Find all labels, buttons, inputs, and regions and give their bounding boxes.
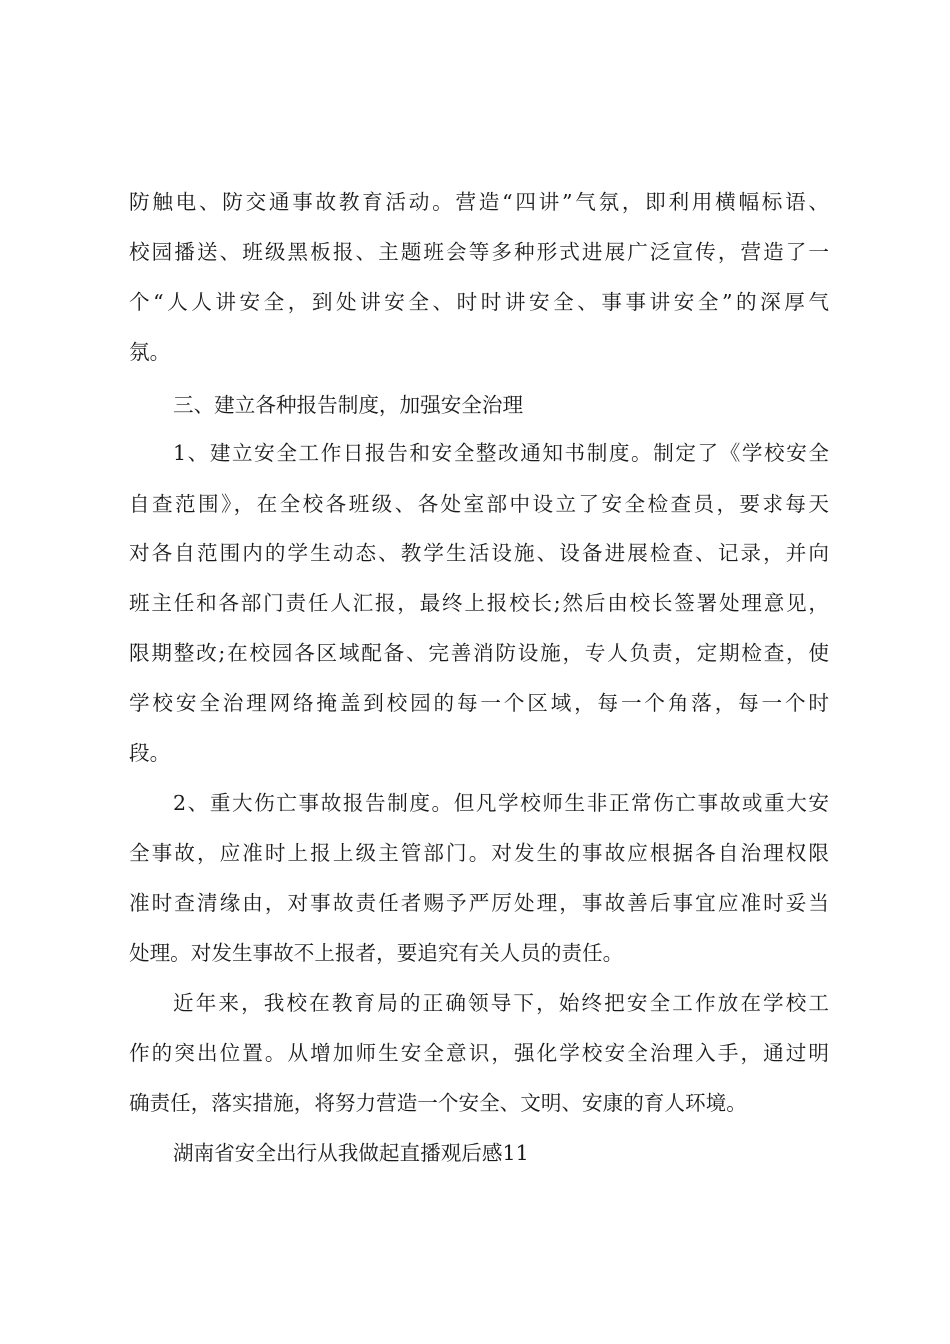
text-line: 对各自范围内的学生动态、教学生活设施、设备进展检查、记录，并向 xyxy=(129,541,829,565)
text-line: 处理。对发生事故不上报者，要追究有关人员的责任。 xyxy=(129,941,624,965)
text-line: 2、重大伤亡事故报告制度。但凡学校师生非正常伤亡事故或重大安 xyxy=(173,791,829,815)
text-line: 校园播送、班级黑板报、主题班会等多种形式进展广泛宣传，营造了一 xyxy=(129,240,829,264)
text-line: 限期整改;在校园各区域配备、完善消防设施，专人负责，定期检查，使 xyxy=(129,641,829,665)
text-line: 全事故，应准时上报上级主管部门。对发生的事故应根据各自治理权限 xyxy=(129,841,829,865)
text-line: 确责任，落实措施，将努力营造一个安全、文明、安康的育人环境。 xyxy=(129,1091,747,1115)
text-line: 自查范围》，在全校各班级、各处室部中设立了安全检查员，要求每天 xyxy=(129,492,829,516)
text-line: 作的突出位置。从增加师生安全意识，强化学校安全治理入手，通过明 xyxy=(129,1041,829,1065)
section-heading: 三、建立各种报告制度，加强安全治理 xyxy=(173,393,524,417)
document-title-line: 湖南省安全出行从我做起直播观后感11 xyxy=(173,1141,529,1165)
text-line: 个“人人讲安全，到处讲安全、时时讲安全、事事讲安全”的深厚气 xyxy=(129,290,829,314)
text-line: 班主任和各部门责任人汇报，最终上报校长;然后由校长签署处理意见， xyxy=(129,591,829,615)
text-line: 学校安全治理网络掩盖到校园的每一个区域，每一个角落，每一个时 xyxy=(129,691,829,715)
text-line: 近年来，我校在教育局的正确领导下，始终把安全工作放在学校工 xyxy=(173,991,829,1015)
text-line: 1、建立安全工作日报告和安全整改通知书制度。制定了《学校安全 xyxy=(173,441,829,465)
text-line: 氛。 xyxy=(129,340,171,364)
text-line: 防触电、防交通事故教育活动。营造“四讲”气氛，即利用横幅标语、 xyxy=(129,190,829,214)
text-line: 准时查清缘由，对事故责任者赐予严厉处理，事故善后事宜应准时妥当 xyxy=(129,891,829,915)
text-line: 段。 xyxy=(129,741,171,765)
